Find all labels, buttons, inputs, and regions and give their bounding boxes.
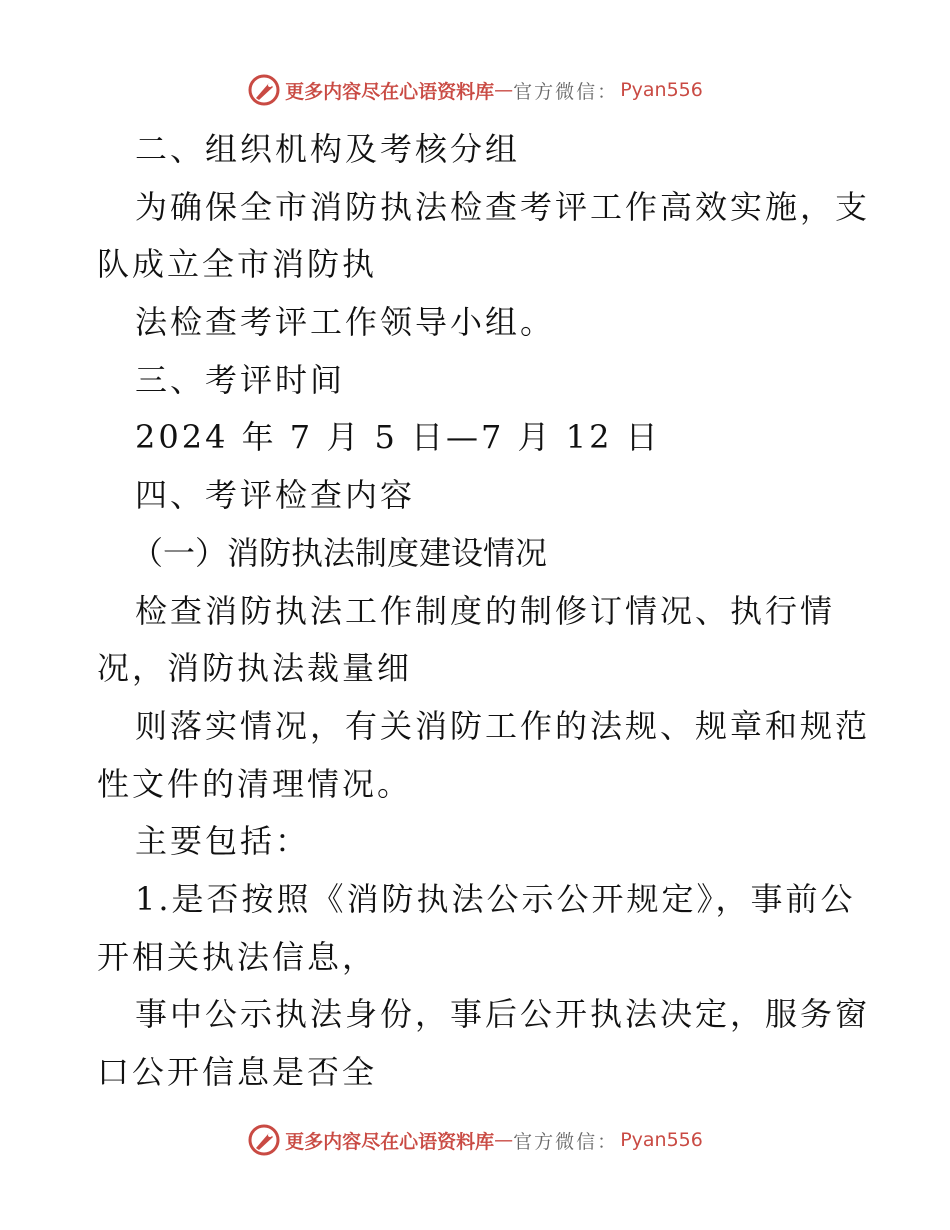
banner-wechat-id: Pyan556 bbox=[620, 1129, 703, 1151]
banner-wechat-id: Pyan556 bbox=[620, 79, 703, 101]
banner-colon: ： bbox=[597, 1130, 617, 1153]
paragraph-line: 检查消防执法工作制度的制修订情况、执行情 bbox=[135, 591, 836, 630]
paragraph-line: 队成立全市消防执 bbox=[97, 245, 378, 284]
paragraph-line: 况，消防执法裁量细 bbox=[97, 649, 413, 688]
paragraph-line: 口公开信息是否全 bbox=[97, 1053, 378, 1091]
subsection-heading: （一）消防执法制度建设情况 bbox=[131, 533, 548, 572]
banner-lead-text: 更多内容尽在心语资料库 bbox=[285, 1130, 495, 1153]
paragraph-line: 法检查考评工作领导小组。 bbox=[135, 303, 556, 342]
paragraph-line: 则落实情况，有关消防工作的法规、规章和规范 bbox=[135, 706, 871, 745]
pen-nib-seal-icon bbox=[247, 73, 281, 107]
section-heading-content: 四、考评检查内容 bbox=[135, 476, 416, 515]
list-intro-line: 主要包括： bbox=[135, 822, 311, 861]
banner-wechat-label: 官方微信 bbox=[513, 80, 598, 103]
banner-dash: — bbox=[494, 1129, 514, 1151]
banner-colon: ： bbox=[597, 80, 617, 103]
banner-lead-text: 更多内容尽在心语资料库 bbox=[285, 80, 495, 103]
footer-watermark-banner bbox=[0, 1118, 950, 1162]
section-heading-organization: 二、组织机构及考核分组 bbox=[135, 130, 521, 168]
pen-nib-seal-icon bbox=[247, 1123, 281, 1157]
paragraph-line: 性文件的清理情况。 bbox=[97, 764, 413, 803]
banner-wechat-label: 官方微信 bbox=[513, 1130, 598, 1153]
paragraph-line: 开相关执法信息， bbox=[97, 937, 378, 976]
section-heading-time: 三、考评时间 bbox=[135, 360, 346, 399]
banner-dash: — bbox=[494, 79, 514, 101]
document-body bbox=[97, 121, 871, 1102]
list-item-line: 1.是否按照《消防执法公示公开规定》，事前公 bbox=[135, 879, 856, 918]
paragraph-line: 为确保全市消防执法检查考评工作高效实施，支 bbox=[135, 187, 871, 226]
paragraph-line: 事中公示执法身份，事后公开执法决定，服务窗 bbox=[135, 995, 871, 1034]
date-range-line: 2024 年 7 月 5 日—7 月 12 日 bbox=[135, 418, 661, 457]
header-watermark-banner bbox=[0, 68, 950, 112]
